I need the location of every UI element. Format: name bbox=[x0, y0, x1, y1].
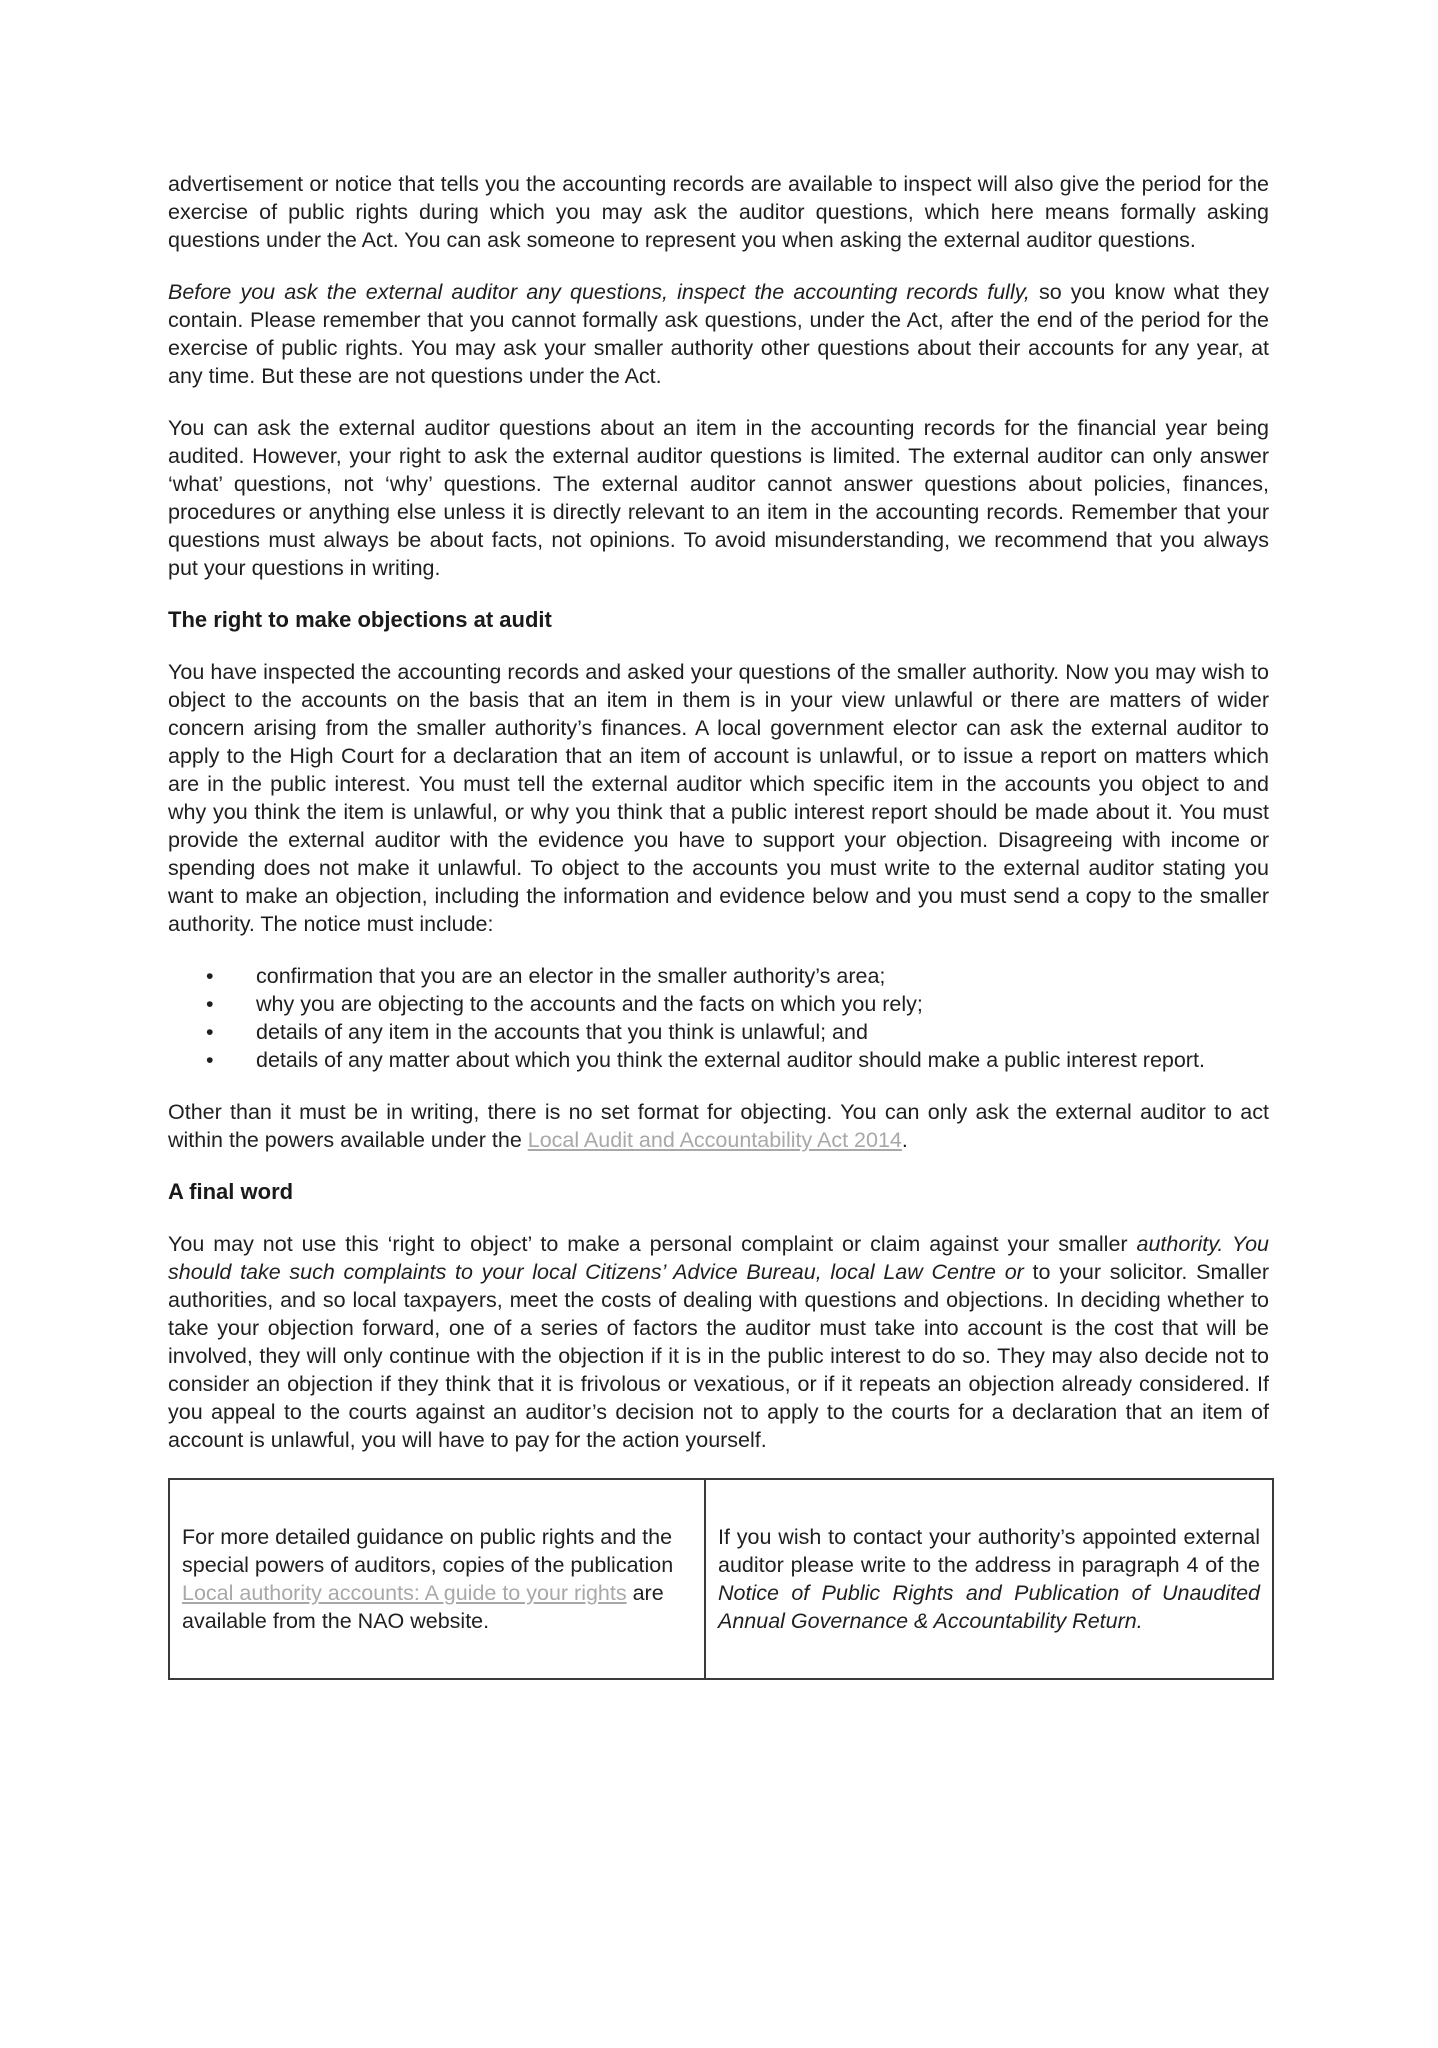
notice-requirements-list bbox=[168, 962, 1269, 1074]
list-item: • confirmation that you are an elector in the smaller authority’s area; bbox=[206, 964, 886, 988]
paragraph-inspect-first bbox=[168, 278, 1269, 390]
bullet-icon: • bbox=[206, 1048, 214, 1072]
paragraph-final-word: You may not use this ‘right to object’ to make a personal complaint or claim against your smaller authority. You should take such complaints to your local Citizens’ Advice Bureau, local Law Centre or to your solicitor. Smaller authorities, and so local taxpayers, meet the costs of dealing with questions and objections. In deciding whether to take your objection forward, one of a series of factors the auditor must take into account is the cost that will be involved, they will only continue with the objection if it is in the public interest to do so. They may also decide not to consider an objection if they think that it is frivolous or vexatious, or if it repeats an objection already considered. If you appeal to the courts against an auditor’s decision not to apply to the courts for a declaration that an item of account is unlawful, you will have to pay for the action yourself. bbox=[168, 1232, 1269, 1452]
inspect-first-emphasis: Before you ask the external auditor any questions, inspect the accounting records fully, bbox=[168, 280, 1030, 304]
paragraph-objection-format: Other than it must be in writing, there is no set format for objecting. You can only ask the external auditor to act within the powers available under the Local Audit and Accountability Act 2014. bbox=[168, 1100, 1269, 1152]
paragraph-questions-limits: You can ask the external auditor questions about an item in the accounting records for the financial year being audited. However, your right to ask the external auditor questions is limited. The external auditor can only answer ‘what’ questions, not ‘why’ questions. The external auditor cannot answer questions about policies, finances, procedures or anything else unless it is directly relevant to an item in the accounting records. Remember that your questions must always be about facts, not opinions. To avoid misunderstanding, we recommend that you always put your questions in writing. bbox=[168, 416, 1269, 580]
list-item: • why you are objecting to the accounts and the facts on which you rely; bbox=[206, 992, 923, 1016]
inspect-first-rest: so you know what they contain. Please remember that you cannot formally ask questions, under the Act, after the end of the period for the exercise of public rights. You may ask your smaller authority other questions about their accounts for any year, at any time. But these are not questions under the Act. bbox=[168, 280, 1269, 388]
paragraph-objections: You have inspected the accounting records and asked your questions of the smaller authority. Now you may wish to object to the accounts on the basis that an item in them is in your view unlawful or there are matters of wider concern arising from the smaller authority’s finances. A local government elector can ask the external auditor to apply to the High Court for a declaration that an item of account is unlawful, or to issue a report on matters which are in the public interest. You must tell the external auditor which specific item in the accounts you object to and why you think the item is unlawful, or why you think that a public interest report should be made about it. You must provide the external auditor with the evidence you have to support your objection. Disagreeing with income or spending does not make it unlawful. To object to the accounts you must write to the external auditor stating you want to make an objection, including the information and evidence below and you must send a copy to the smaller authority. The notice must include: bbox=[168, 660, 1269, 936]
paragraph-rights-period: advertisement or notice that tells you the accounting records are available to inspect will also give the period for the exercise of public rights during which you may ask the auditor questions, which here means formally asking questions under the Act. You can ask someone to represent you when asking the external auditor questions. bbox=[168, 172, 1269, 252]
guidance-box-contact: If you wish to contact your authority’s appointed external auditor please write to the address in paragraph 4 of the Notice of Public Rights and Publication of Unaudited Annual Governance & Accountability Return. bbox=[705, 1479, 1273, 1679]
document-page bbox=[168, 170, 1269, 1680]
guidance-box-row bbox=[169, 1479, 1273, 1679]
list-item: • details of any matter about which you think the external auditor should make a public interest report. bbox=[206, 1048, 1205, 1072]
bullet-icon: • bbox=[206, 964, 214, 988]
guidance-box bbox=[168, 1478, 1274, 1680]
guidance-box-nao: For more detailed guidance on public rights and the special powers of auditors, copies of the publication Local authority accounts: A guide to your rights are available from the NAO website. bbox=[169, 1479, 705, 1679]
local-audit-act-link[interactable]: Local Audit and Accountability Act 2014 bbox=[527, 1128, 902, 1152]
list-item: • details of any item in the accounts that you think is unlawful; and bbox=[206, 1020, 868, 1044]
heading-objections: The right to make objections at audit bbox=[168, 607, 552, 632]
nao-guide-link[interactable]: Local authority accounts: A guide to your rights bbox=[182, 1581, 627, 1605]
bullet-icon: • bbox=[206, 1020, 214, 1044]
bullet-icon: • bbox=[206, 992, 214, 1016]
heading-final-word: A final word bbox=[168, 1179, 294, 1204]
